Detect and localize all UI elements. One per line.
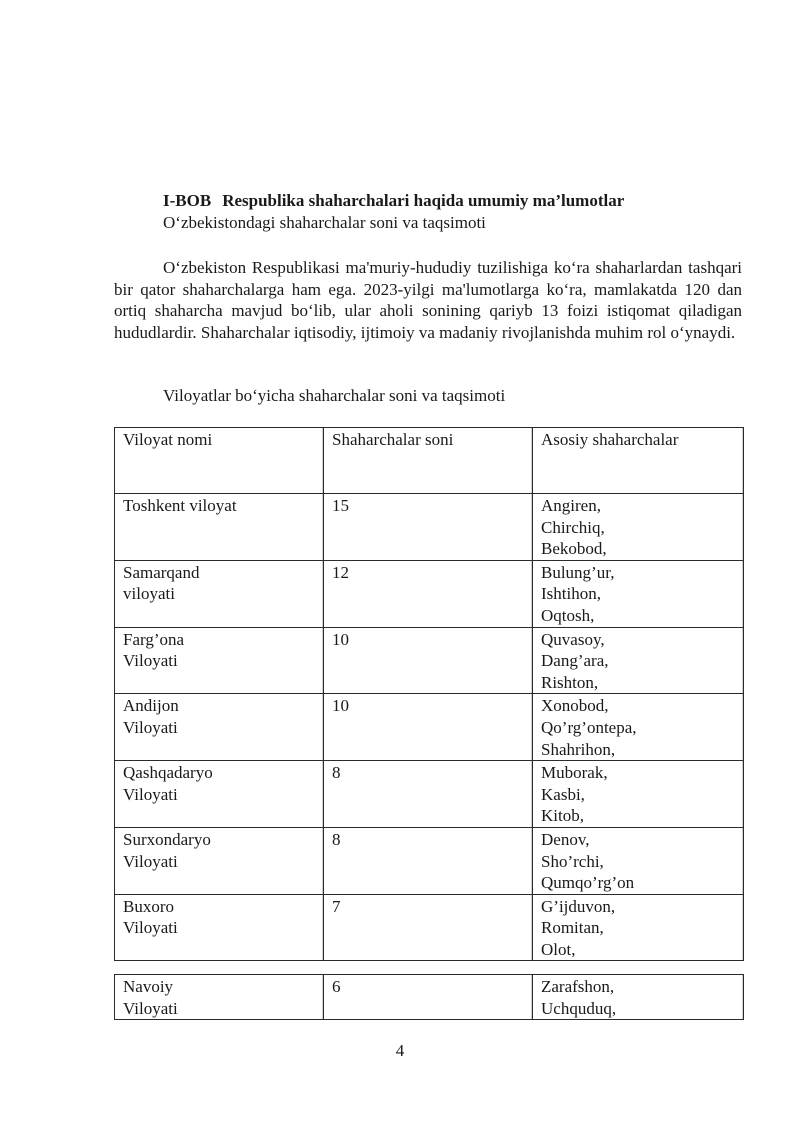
table-row xyxy=(115,827,744,894)
table-row xyxy=(115,975,744,1020)
town-count-cell: 7 xyxy=(324,894,533,961)
page-number: 4 xyxy=(395,1041,405,1060)
regions-table xyxy=(114,427,744,961)
town-name: Qumqo’rg’on xyxy=(541,873,635,893)
town-name: Sho’rchi, xyxy=(541,851,604,871)
region-name-line: Viloyati xyxy=(123,784,178,804)
town-name: Kasbi, xyxy=(541,784,585,804)
region-name-line: Andijon xyxy=(123,696,179,716)
town-name: Xonobod, xyxy=(541,696,609,716)
town-name: Quvasoy, xyxy=(541,629,605,649)
region-name-line: Samarqand xyxy=(123,562,200,582)
chapter-title: Respublika shaharchalari haqida umumiy ma’lumotlar xyxy=(222,191,625,210)
region-name-line: Viloyati xyxy=(123,851,178,871)
header-count: Shaharchalar soni xyxy=(324,428,533,494)
table-row xyxy=(115,627,744,694)
region-name-cell xyxy=(115,494,324,561)
main-towns-cell xyxy=(533,694,744,761)
town-count-cell: 15 xyxy=(324,494,533,561)
main-towns-cell xyxy=(533,761,744,828)
town-count-cell: 8 xyxy=(324,827,533,894)
town-name: Rishton, xyxy=(541,672,599,692)
town-count-cell: 10 xyxy=(324,627,533,694)
table-header-row xyxy=(115,428,744,494)
town-name: Ishtihon, xyxy=(541,584,601,604)
region-name-cell xyxy=(115,827,324,894)
region-name-line: Viloyati xyxy=(123,717,178,737)
region-name-cell xyxy=(115,560,324,627)
main-towns-cell xyxy=(533,827,744,894)
town-name: Chirchiq, xyxy=(541,517,605,537)
table-caption: Viloyatlar bo‘yicha shaharchalar soni va taqsimoti xyxy=(163,386,506,405)
region-name-cell xyxy=(115,627,324,694)
table-row xyxy=(115,894,744,961)
section-subtitle: O‘zbekistondagi shaharchalar soni va taqsimoti xyxy=(163,213,486,232)
region-name-line: Viloyati xyxy=(123,651,178,671)
town-name: Qo’rg’ontepa, xyxy=(541,717,637,737)
region-name-line: Viloyati xyxy=(123,998,178,1018)
town-name: Angiren, xyxy=(541,496,601,515)
town-name: Romitan, xyxy=(541,918,604,938)
town-name: Kitob, xyxy=(541,806,584,826)
town-name: Zarafshon, xyxy=(541,977,615,996)
regions-table-continued xyxy=(114,974,744,1020)
region-name-cell xyxy=(115,975,324,1020)
town-name: G’ijduvon, xyxy=(541,896,616,916)
main-towns-cell xyxy=(533,494,744,561)
town-count-cell: 10 xyxy=(324,694,533,761)
table-row xyxy=(115,761,744,828)
region-name-line: Viloyati xyxy=(123,918,178,938)
town-name: Shahrihon, xyxy=(541,739,616,759)
town-name: Oqtosh, xyxy=(541,605,595,625)
region-name-line: Toshkent viloyat xyxy=(123,496,237,515)
town-name: Bekobod, xyxy=(541,539,607,559)
main-towns-cell xyxy=(533,627,744,694)
region-name-line: Qashqadaryo xyxy=(123,763,213,783)
town-name: Muborak, xyxy=(541,763,608,783)
main-towns-cell xyxy=(533,975,744,1020)
region-name-line: Surxondaryo xyxy=(123,829,211,849)
town-count-cell: 12 xyxy=(324,560,533,627)
table-row xyxy=(115,494,744,561)
header-towns: Asosiy shaharchalar xyxy=(533,428,744,494)
main-towns-cell xyxy=(533,560,744,627)
main-towns-cell xyxy=(533,894,744,961)
town-count-cell: 6 xyxy=(324,975,533,1020)
table-row xyxy=(115,694,744,761)
town-count-cell: 8 xyxy=(324,761,533,828)
body-paragraph: O‘zbekiston Respublikasi ma'muriy-hududiy tuzilishiga ko‘ra shaharlardan tashqari bir qator shaharchalarga ham ega. 2023-yilgi ma'lumotlarga ko‘ra, mamlakatda 120 dan ortiq shaharcha mavjud bo‘lib, ular aholi sonining qariyb 13 foizi istiqomat qiladigan hududlardir. Shaharchalar iqtisodiy, ijtimoiy va madaniy rivojlanishda muhim rol o‘ynaydi. xyxy=(114,258,742,342)
town-name: Bulung’ur, xyxy=(541,562,615,582)
region-name-cell xyxy=(115,694,324,761)
table-row xyxy=(115,560,744,627)
town-name: Olot, xyxy=(541,939,576,959)
region-name-line: Navoiy xyxy=(123,977,174,996)
town-name: Dang’ara, xyxy=(541,651,609,671)
chapter-number: I-BOB xyxy=(163,191,212,210)
chapter-heading xyxy=(163,191,624,211)
region-name-line: viloyati xyxy=(123,584,175,604)
region-name-line: Farg’ona xyxy=(123,629,185,649)
town-name: Denov, xyxy=(541,829,590,849)
header-region: Viloyat nomi xyxy=(115,428,324,494)
town-name: Uchquduq, xyxy=(541,998,617,1018)
region-name-cell xyxy=(115,894,324,961)
region-name-line: Buxoro xyxy=(123,896,174,916)
region-name-cell xyxy=(115,761,324,828)
